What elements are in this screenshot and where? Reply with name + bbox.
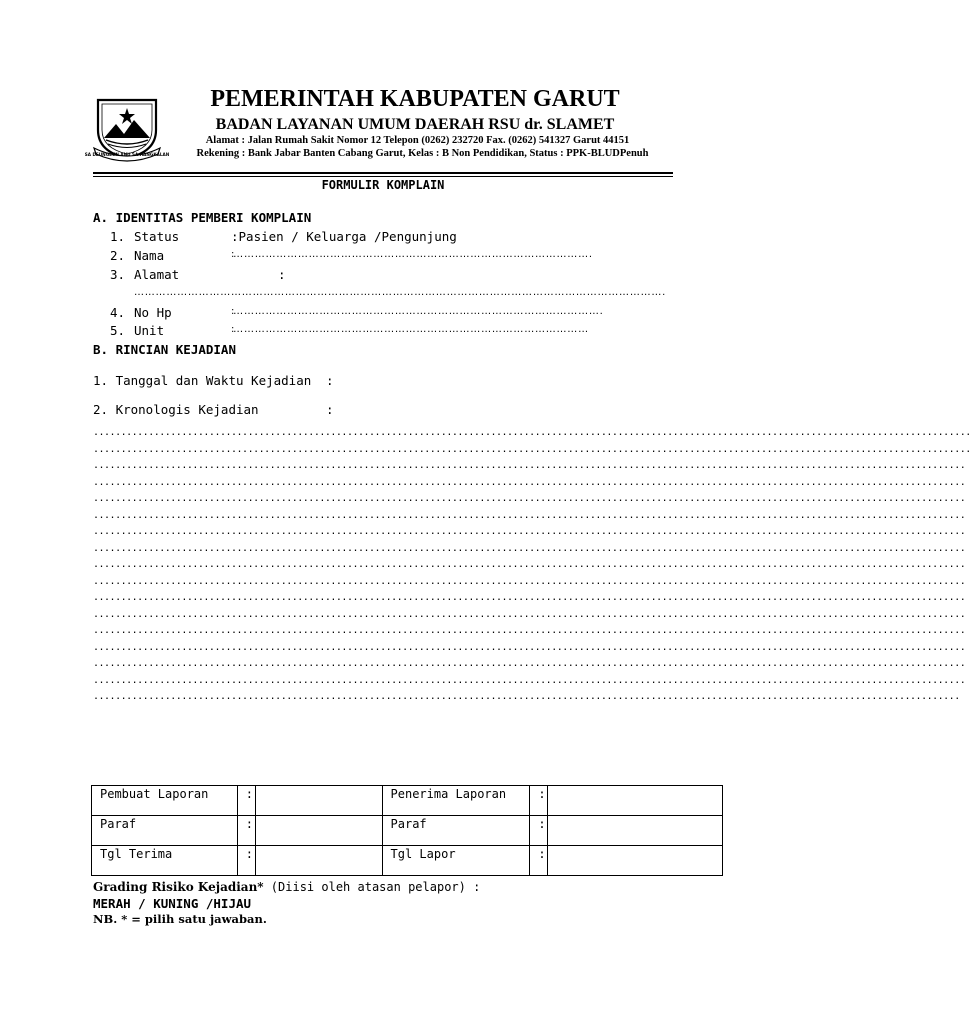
- kronologis-colon: :: [326, 402, 334, 417]
- dot-line[interactable]: ...............................................................................................................................................................: [93, 427, 971, 438]
- tgl-terima-label: Tgl Terima: [92, 846, 238, 876]
- colon-cell: :: [237, 846, 255, 876]
- grading-line: [93, 880, 480, 894]
- unit-input[interactable]: :… … … … … … … … … … … … … … … … … … … … … … … … … … … … … … … … …: [231, 324, 587, 335]
- penerima-laporan-label: Penerima Laporan: [382, 786, 530, 816]
- tgl-terima-input[interactable]: [255, 846, 382, 876]
- dot-line[interactable]: ..............................................................................................................................................................: [93, 526, 966, 537]
- table-row: [92, 846, 723, 876]
- dot-line[interactable]: ..............................................................................................................................................................: [93, 460, 966, 471]
- report-table: [91, 785, 723, 876]
- grading-options[interactable]: MERAH / KUNING /HIJAU: [93, 896, 252, 911]
- grading-note: (Diisi oleh atasan pelapor) :: [263, 880, 481, 894]
- grading-nb: NB. * = pilih satu jawaban.: [93, 912, 267, 926]
- dot-line[interactable]: ..............................................................................................................................................................: [93, 575, 966, 587]
- header-divider: [93, 172, 673, 174]
- dot-line[interactable]: ..............................................................................................................................................................: [93, 493, 966, 504]
- header-divider-thin: [93, 176, 673, 177]
- pembuat-laporan-label: Pembuat Laporan: [92, 786, 238, 816]
- status-value[interactable]: :Pasien / Keluarga /Pengunjung: [231, 229, 457, 244]
- no-hp-input[interactable]: :… … … … … … … … … … … … … … … … … … … … … … … … … … … … … … … … … … .: [231, 306, 602, 317]
- field-label: Status: [134, 229, 180, 244]
- paraf-label: Paraf: [92, 816, 238, 846]
- dot-line[interactable]: ..............................................................................................................................................................: [93, 674, 966, 686]
- dot-line[interactable]: ..............................................................................................................................................................: [93, 476, 966, 488]
- dot-line[interactable]: ...............................................................................................................................................................: [93, 443, 971, 455]
- dot-line[interactable]: .............................................................................................................................................................: [93, 691, 960, 702]
- organization-name: BADAN LAYANAN UMUM DAERAH RSU dr. SLAMET: [215, 116, 615, 133]
- page-title: PEMERINTAH KABUPATEN GARUT: [210, 86, 620, 112]
- kronologis-lines[interactable]: [93, 425, 971, 706]
- tanggal-waktu-colon[interactable]: :: [326, 373, 334, 388]
- field-label: Alamat: [134, 267, 180, 282]
- dot-line[interactable]: ..............................................................................................................................................................: [93, 509, 966, 521]
- tgl-lapor-input[interactable]: [548, 846, 723, 876]
- kronologis-label: 2. Kronologis Kejadian: [93, 402, 259, 417]
- grading-label: Grading Risiko Kejadian*: [93, 880, 264, 894]
- dot-line[interactable]: ..............................................................................................................................................................: [93, 608, 966, 620]
- address-line: Alamat : Jalan Rumah Sakit Nomor 12 Telepon (0262) 232720 Fax. (0262) 541327 Garut 44151: [205, 135, 630, 146]
- logo: [84, 96, 170, 164]
- dot-line[interactable]: ..............................................................................................................................................................: [93, 592, 966, 603]
- pembuat-laporan-input[interactable]: [255, 786, 382, 816]
- garut-regency-seal-icon: [84, 96, 170, 164]
- penerima-laporan-input[interactable]: [548, 786, 723, 816]
- field-number: 4.: [110, 305, 126, 320]
- dot-line[interactable]: ..............................................................................................................................................................: [93, 559, 966, 570]
- colon-cell: :: [530, 846, 548, 876]
- section-b-title: B. RINCIAN KEJADIAN: [93, 342, 236, 357]
- field-number: 1.: [110, 229, 126, 244]
- tanggal-waktu-label: 1. Tanggal dan Waktu Kejadian: [93, 373, 312, 388]
- field-label: Unit: [134, 323, 165, 338]
- field-number: 5.: [110, 323, 126, 338]
- table-row: [92, 816, 723, 846]
- dot-line[interactable]: ..............................................................................................................................................................: [93, 641, 966, 653]
- field-label: No Hp: [134, 305, 172, 320]
- account-line: Rekening : Bank Jabar Banten Cabang Garut, Kelas : B Non Pendidikan, Status : PPK-BLUDPenuh: [196, 148, 649, 159]
- colon-cell: :: [237, 816, 255, 846]
- tgl-lapor-label: Tgl Lapor: [382, 846, 530, 876]
- dot-line[interactable]: ..............................................................................................................................................................: [93, 658, 966, 669]
- field-label: Nama: [134, 248, 165, 263]
- alamat-colon: :: [278, 267, 286, 282]
- colon-cell: :: [530, 786, 548, 816]
- alamat-input[interactable]: … … … … … … … … … … … … … … … … … … … … … … … … … … … … … … … … … … … … … … … … … … … … … … … … … .: [134, 287, 665, 298]
- field-number: 2.: [110, 248, 126, 263]
- dot-line[interactable]: ..............................................................................................................................................................: [93, 542, 966, 554]
- dot-line[interactable]: ..............................................................................................................................................................: [93, 625, 966, 636]
- field-number: 3.: [110, 267, 126, 282]
- section-a-title: A. IDENTITAS PEMBERI KOMPLAIN: [93, 210, 312, 225]
- colon-cell: :: [530, 816, 548, 846]
- colon-cell: :: [237, 786, 255, 816]
- form-title: FORMULIR KOMPLAIN: [321, 178, 445, 192]
- logo-motto: SA DEUNGEUN ANU SA HANGKALAN: [84, 152, 170, 157]
- nama-input[interactable]: :… … … … … … … … … … … … … … … … … … … … … … … … … … … … … … … … … .: [231, 249, 591, 260]
- paraf-input[interactable]: [548, 816, 723, 846]
- paraf-label: Paraf: [382, 816, 530, 846]
- table-row: [92, 786, 723, 816]
- paraf-input[interactable]: [255, 816, 382, 846]
